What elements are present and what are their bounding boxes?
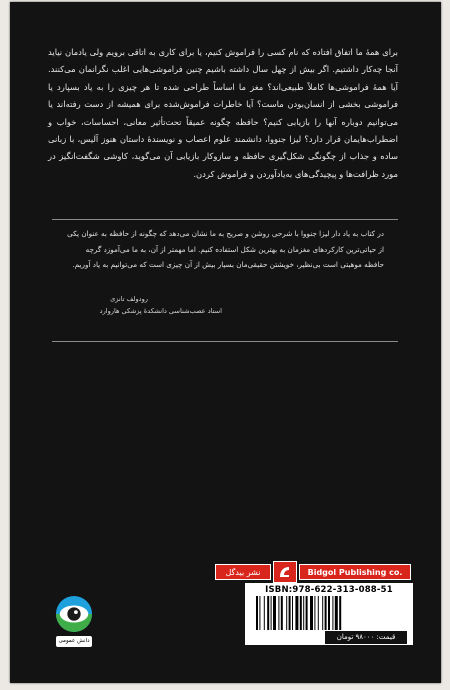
top-divider [52, 219, 398, 220]
category-label: دانش عمومی [56, 636, 92, 647]
quote-author: رودولف تانزی [110, 295, 148, 303]
publisher-bar [215, 561, 411, 583]
bottom-divider [52, 341, 398, 342]
publisher-logo-icon [273, 561, 297, 583]
isbn: ISBN:978-622-313-088-51 [265, 585, 393, 595]
quote-author-title: استاد عصب‌شناسی دانشکدهٔ پزشکی هاروارد [99, 307, 222, 315]
publisher-name-en: Bidgol Publishing co. [299, 564, 411, 580]
category-emblem-icon [55, 595, 93, 633]
publisher-name-fa: نشر بیدگل [215, 564, 271, 580]
blurb-paragraph: برای همهٔ ما اتفاق افتاده که نام کسی را فراموش کنیم، یا برای کاری به اتاقی برویم ولی یادمان نیاید آنجا چه‌کار داشتیم. اگر بیش از چهل سال داشته باشیم چنین فراموشی‌هایی اغلب نگرانمان می‌کنند. آیا همهٔ فراموشی‌ها کاملاً طبیعی‌اند؟ مغز ما اساساً طراحی شده تا هر چیزی را به یاد بسپارد یا فراموشی بخشی از انسان‌بودن ماست؟ آیا خاطرات فراموش‌شده برای همیشه از دست رفته‌اند یا می‌توانیم دوباره آنها را بازیابی کنیم؟ حافظه چگونه عمیقاً تحت‌تأثیر معانی، احساسات، خواب و اضطراب‌هایمان قرار دارد؟ لیزا جنووا، دانشمند علوم اعصاب و نویسندهٔ داستان هنوز آلیس، با زبانی ساده و جذاب از چگونگی شکل‌گیری حافظه و سازوکار بازیابی آن می‌گوید، کاوشی شگفت‌انگیز در مورد ظرافت‌ها و پیچیدگی‌های به‌یادآوردن و فراموش کردن. [48, 47, 398, 179]
price-label: قیمت: ۹۸۰۰۰ تومان [325, 631, 407, 644]
barcode-bars [254, 596, 404, 630]
quote-text: در کتاب به یاد دار لیزا جنووا با شرحی روشن و صریح به ما نشان می‌دهد که چگونه از حافظه به عنوان یکی از حیاتی‌ترین کارکردهای مغزمان به بهترین شکل استفاده کنیم. اما مهمتر از آن، به ما می‌آموزد گرچه حافظه موهبتی است بی‌نظیر، خویشتن حقیقی‌مان بسیار بیش از آن چیزی است که می‌توانیم به یاد آوریم. [67, 229, 384, 270]
